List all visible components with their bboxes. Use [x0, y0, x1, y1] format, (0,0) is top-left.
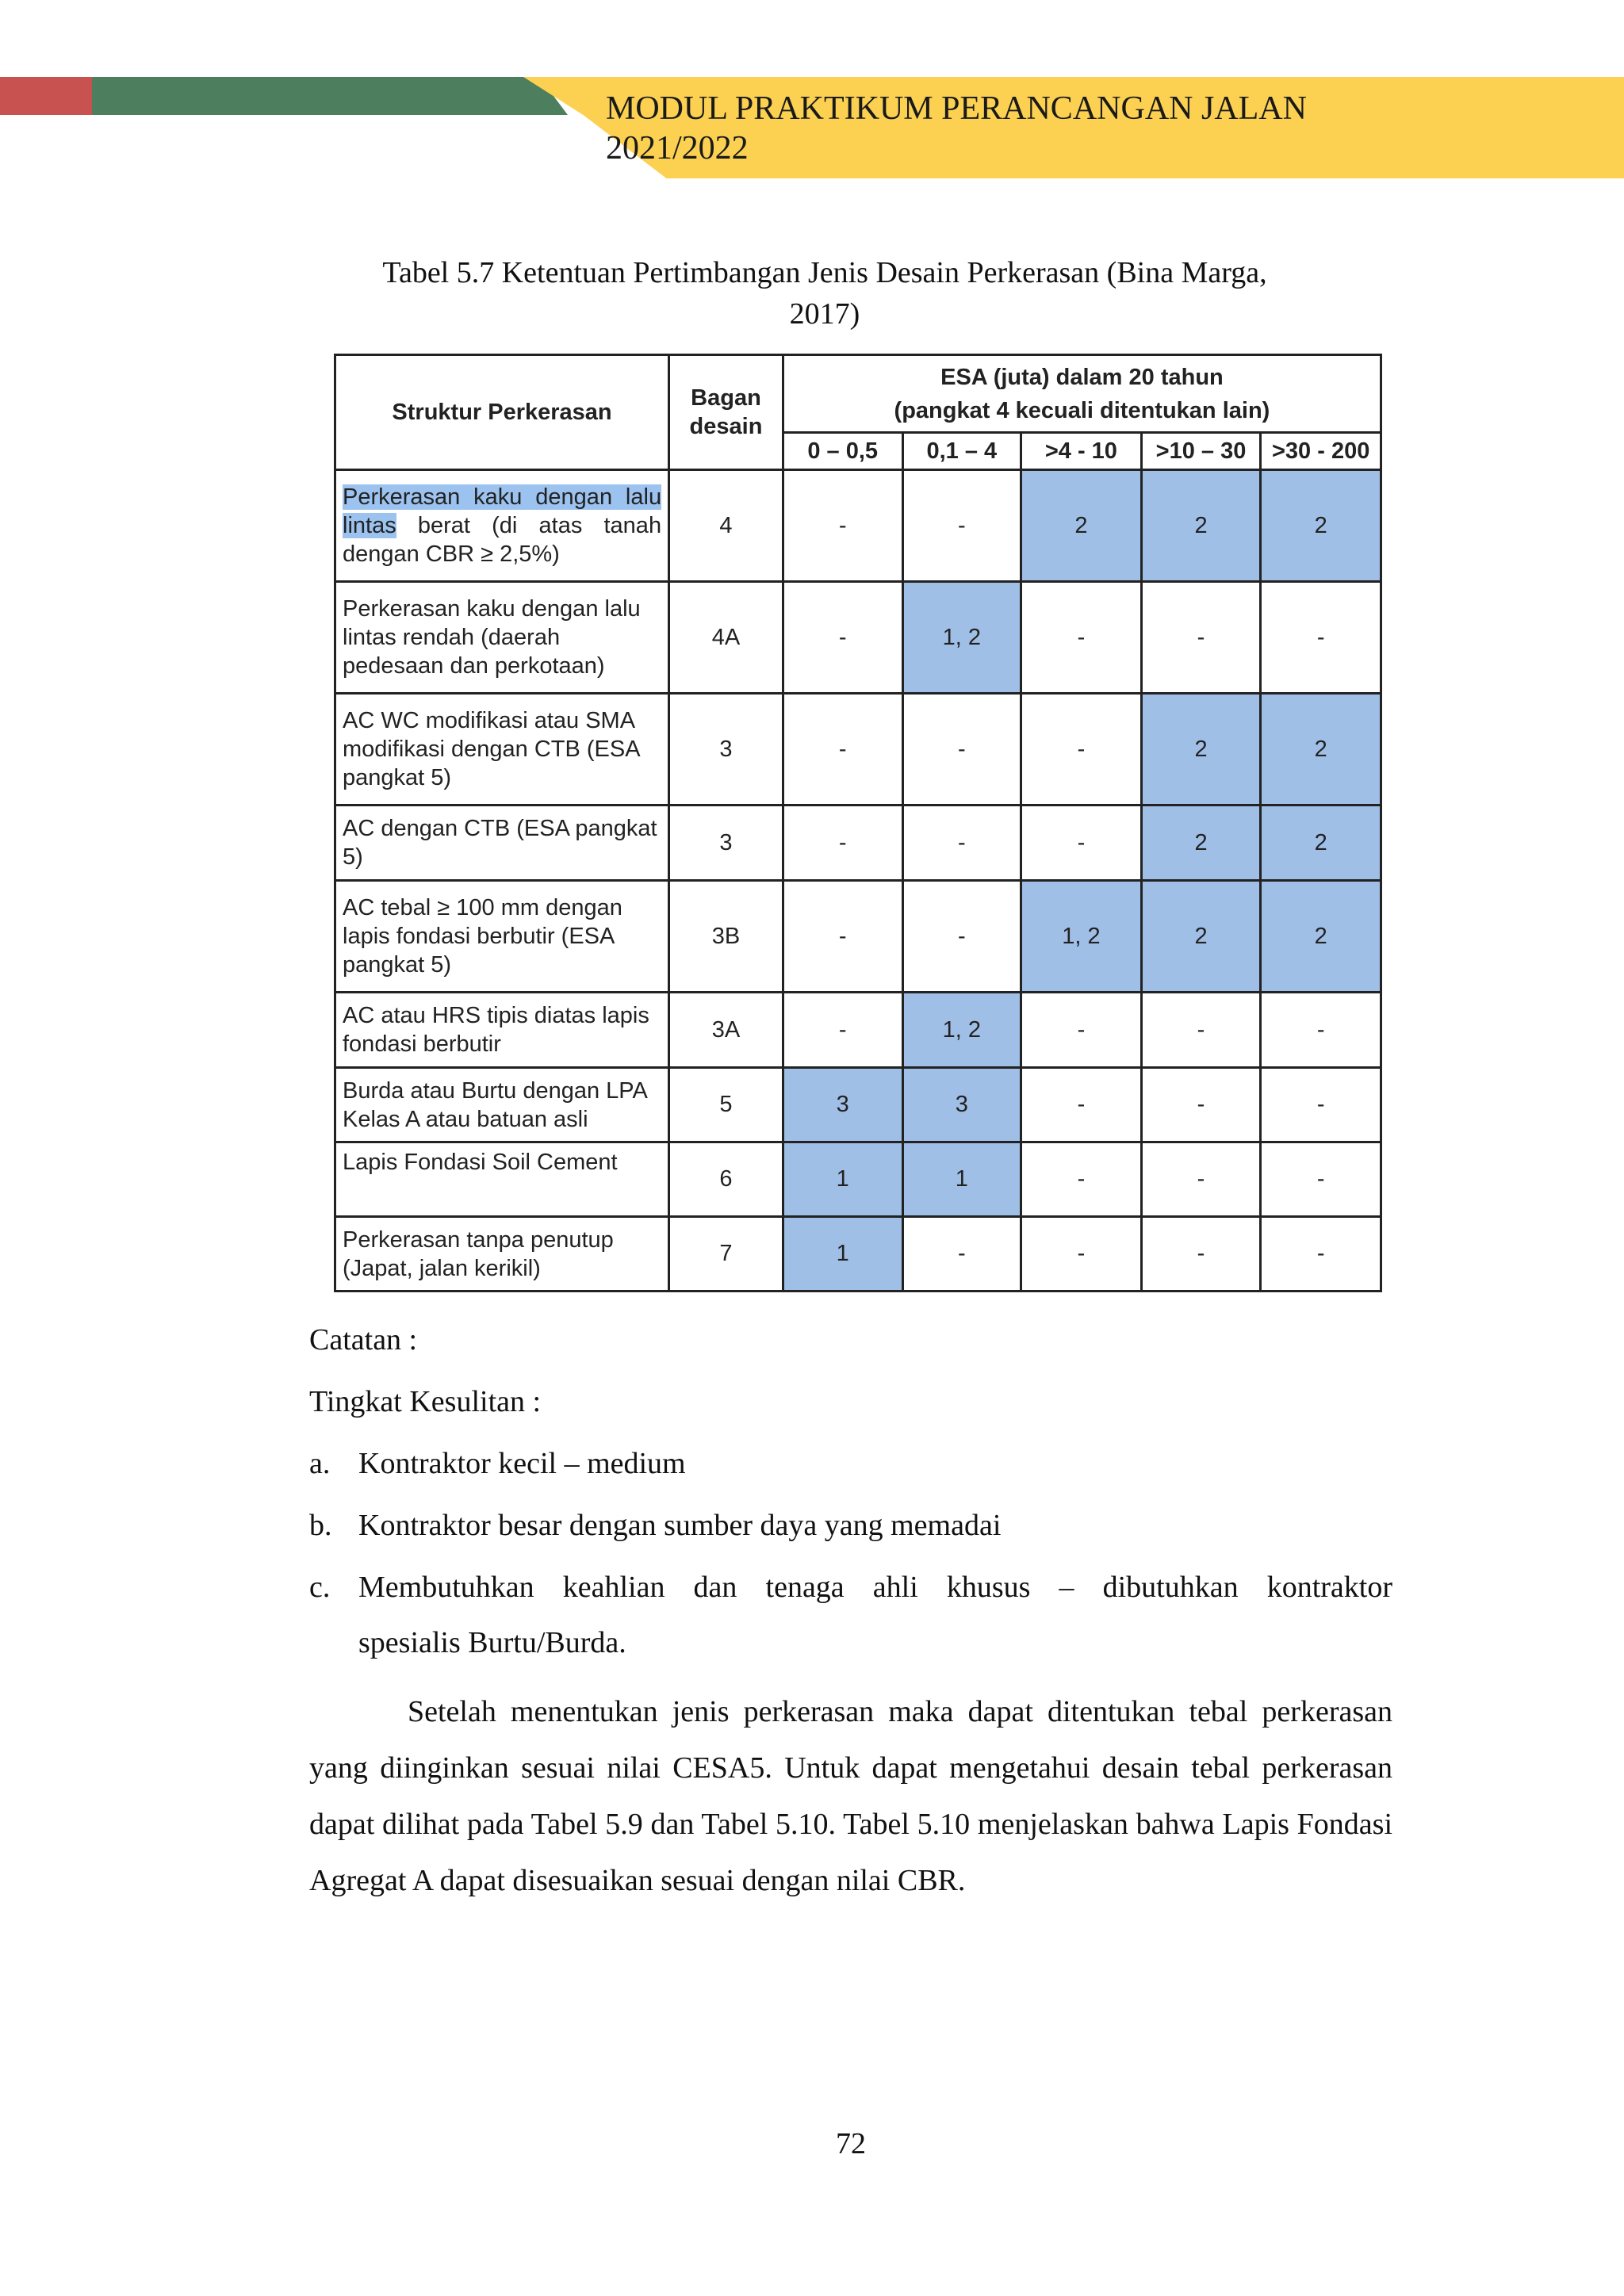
row-struktur: AC tebal ≥ 100 mm dengan lapis fondasi berbutir (ESA pangkat 5) — [335, 881, 669, 993]
header-range-3: >4 - 10 — [1021, 433, 1142, 470]
row-cell: - — [1141, 1142, 1261, 1217]
table-row — [335, 806, 1381, 881]
list-item — [309, 1508, 1392, 1548]
header-title-line2: 2021/2022 — [606, 130, 749, 166]
header-esa — [783, 355, 1381, 433]
header-band-red — [0, 77, 92, 115]
caption-line2: 2017) — [789, 297, 860, 331]
list-item — [309, 1446, 1392, 1486]
row-cell: - — [1021, 694, 1142, 806]
row-cell: - — [1141, 993, 1261, 1068]
row-cell: - — [783, 806, 902, 881]
list-marker: a. — [309, 1447, 331, 1480]
header-title-line1: MODUL PRAKTIKUM PERANCANGAN JALAN — [606, 90, 1307, 127]
row-cell: - — [1021, 806, 1142, 881]
row-cell-highlight: 1 — [902, 1142, 1021, 1217]
row-cell: - — [783, 582, 902, 694]
selected-text: Perkerasan kaku dengan lalu lintas — [343, 484, 662, 538]
row-cell-highlight: 3 — [783, 1068, 902, 1142]
notes-catatan: Catatan : — [309, 1323, 418, 1357]
page-number: 72 — [836, 2127, 866, 2160]
row-cell: - — [1021, 993, 1142, 1068]
row-cell-highlight: 2 — [1261, 806, 1381, 881]
row-bagan: 3A — [669, 993, 783, 1068]
row-cell-highlight: 2 — [1141, 470, 1261, 582]
row-cell: - — [1261, 1068, 1381, 1142]
table-row — [335, 1217, 1381, 1292]
row-cell: - — [1021, 1217, 1142, 1292]
row-cell: - — [902, 881, 1021, 993]
row-cell-highlight: 1 — [783, 1217, 902, 1292]
list-text: Kontraktor besar dengan sumber daya yang memadai — [358, 1509, 1002, 1542]
row-bagan: 6 — [669, 1142, 783, 1217]
row-cell: - — [1141, 582, 1261, 694]
list-item — [309, 1570, 1392, 1665]
row-cell: - — [1261, 582, 1381, 694]
row-struktur: AC WC modifikasi atau SMA modifikasi dengan CTB (ESA pangkat 5) — [335, 694, 669, 806]
row-cell: - — [902, 806, 1021, 881]
list-marker: b. — [309, 1509, 332, 1542]
header-esa-line2: (pangkat 4 kecuali ditentukan lain) — [894, 397, 1270, 423]
list-text-line1: Membutuhkan keahlian dan tenaga ahli khusus – dibutuhkan kontraktor — [358, 1571, 1392, 1604]
row-cell-highlight: 3 — [902, 1068, 1021, 1142]
row-cell: - — [1141, 1068, 1261, 1142]
header-band-green — [92, 77, 568, 115]
row-bagan: 7 — [669, 1217, 783, 1292]
row-cell: - — [902, 694, 1021, 806]
list-marker: c. — [309, 1571, 331, 1604]
caption-line1: Tabel 5.7 Ketentuan Pertimbangan Jenis Desain Perkerasan (Bina Marga, — [382, 256, 1267, 289]
row-cell-highlight: 2 — [1261, 470, 1381, 582]
row-cell: - — [902, 1217, 1021, 1292]
row-struktur: AC dengan CTB (ESA pangkat 5) — [335, 806, 669, 881]
row-struktur: Lapis Fondasi Soil Cement — [335, 1142, 669, 1217]
row-cell: - — [1261, 993, 1381, 1068]
table-row — [335, 582, 1381, 694]
row-cell: - — [783, 881, 902, 993]
row-struktur: Burda atau Burtu dengan LPA Kelas A atau batuan asli — [335, 1068, 669, 1142]
row-cell: - — [783, 694, 902, 806]
row-cell: - — [902, 470, 1021, 582]
row-struktur: AC atau HRS tipis diatas lapis fondasi berbutir — [335, 993, 669, 1068]
table-row — [335, 881, 1381, 993]
header-title — [606, 89, 1557, 168]
row-cell: - — [1021, 1142, 1142, 1217]
row-cell-highlight: 2 — [1141, 694, 1261, 806]
notes-tingkat: Tingkat Kesulitan : — [309, 1385, 542, 1418]
row-cell: - — [1021, 1068, 1142, 1142]
row-cell-highlight: 2 — [1141, 806, 1261, 881]
row-bagan: 3 — [669, 694, 783, 806]
row-bagan: 4 — [669, 470, 783, 582]
row-cell-highlight: 2 — [1141, 881, 1261, 993]
header-range-5: >30 - 200 — [1261, 433, 1381, 470]
row-cell: - — [1261, 1217, 1381, 1292]
design-table — [334, 354, 1382, 1292]
row-struktur-rest: berat (di atas tanah dengan CBR ≥ 2,5%) — [343, 513, 662, 567]
header-bagan: Bagan desain — [669, 355, 783, 470]
header-range-4: >10 – 30 — [1141, 433, 1261, 470]
row-cell: - — [1261, 1142, 1381, 1217]
table-row — [335, 1068, 1381, 1142]
table-row — [335, 993, 1381, 1068]
list-text-line2: spesialis Burtu/Burda. — [358, 1626, 626, 1659]
header-struktur: Struktur Perkerasan — [335, 355, 669, 470]
row-cell: - — [1141, 1217, 1261, 1292]
row-cell-highlight: 2 — [1261, 694, 1381, 806]
row-cell-highlight: 1, 2 — [902, 993, 1021, 1068]
row-bagan: 4A — [669, 582, 783, 694]
table-row — [335, 694, 1381, 806]
row-cell: - — [1021, 582, 1142, 694]
row-struktur — [335, 470, 669, 582]
header-range-1: 0 – 0,5 — [783, 433, 902, 470]
header-range-2: 0,1 – 4 — [902, 433, 1021, 470]
row-cell-highlight: 1, 2 — [902, 582, 1021, 694]
body-paragraph: Setelah menentukan jenis perkerasan maka dapat ditentukan tebal perkerasan yang diinginkan sesuai nilai CESA5. Untuk dapat mengetahui desain tebal perkerasan dapat dilihat pada Tabel 5.9 dan Tabel 5.10. Tabel 5.10 menjelaskan bahwa Lapis Fondasi Agregat A dapat disesuaikan sesuai dengan nilai CBR. — [309, 1695, 1392, 1897]
row-cell: - — [783, 470, 902, 582]
row-cell: - — [783, 993, 902, 1068]
table-row — [335, 470, 1381, 582]
table-caption — [309, 252, 1340, 335]
row-bagan: 3 — [669, 806, 783, 881]
row-cell-highlight: 1, 2 — [1021, 881, 1142, 993]
row-cell-highlight: 1 — [783, 1142, 902, 1217]
header-esa-line1: ESA (juta) dalam 20 tahun — [940, 364, 1224, 390]
row-struktur: Perkerasan kaku dengan lalu lintas rendah (daerah pedesaan dan perkotaan) — [335, 582, 669, 694]
row-struktur: Perkerasan tanpa penutup (Japat, jalan kerikil) — [335, 1217, 669, 1292]
row-cell-highlight: 2 — [1021, 470, 1142, 582]
row-bagan: 3B — [669, 881, 783, 993]
list-text: Kontraktor kecil – medium — [358, 1447, 686, 1480]
row-cell-highlight: 2 — [1261, 881, 1381, 993]
table-row — [335, 1142, 1381, 1217]
row-bagan: 5 — [669, 1068, 783, 1142]
